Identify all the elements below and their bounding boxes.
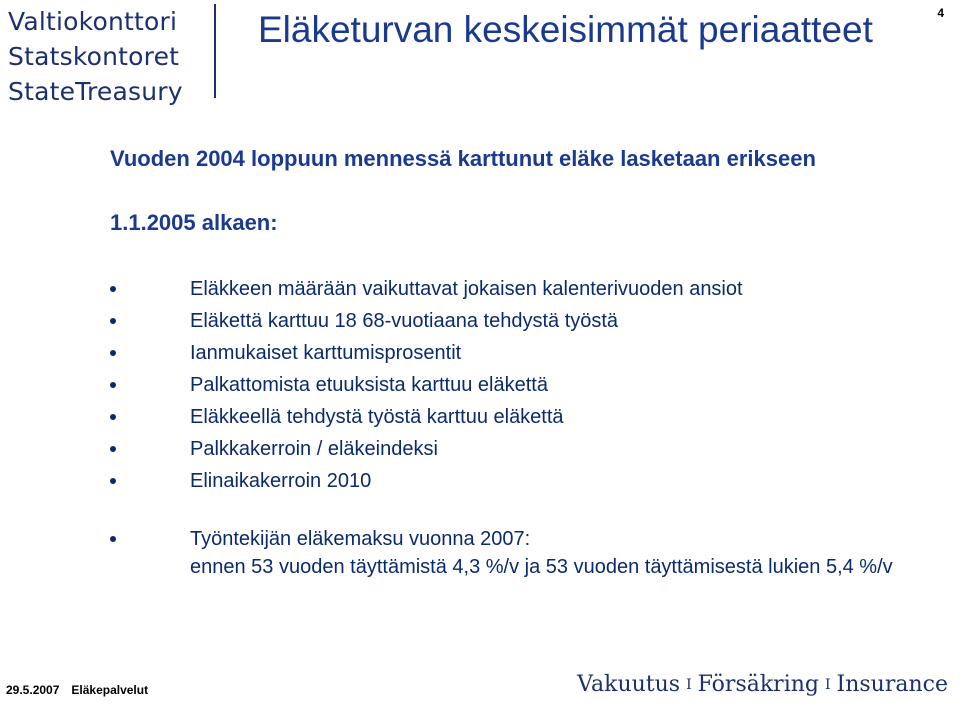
bullet-text: Elinaikakerroin 2010 <box>190 470 372 492</box>
bullet-item <box>110 337 950 369</box>
footer <box>6 683 160 697</box>
footer-department: Eläkepalvelut <box>71 683 149 697</box>
brand-separator: I <box>825 677 831 693</box>
bullet-item <box>110 369 950 401</box>
bullet-item <box>110 305 950 337</box>
bullet-item <box>110 401 950 433</box>
logo-line-fi: Valtiokonttori <box>8 7 178 36</box>
bullet-dot-icon <box>110 318 116 324</box>
brand-word-fi: Vakuutus <box>577 672 681 697</box>
subheading-line-2: 1.1.2005 alkaen: <box>110 210 278 235</box>
bullet-item <box>110 433 950 465</box>
brand-wordmark <box>577 672 948 697</box>
bullet-dot-icon <box>110 536 116 542</box>
bullet-dot-icon <box>110 414 116 420</box>
brand-separator: I <box>686 677 692 693</box>
bullet-dot-icon <box>110 350 116 356</box>
bullet-list <box>110 273 950 580</box>
logo-line-sv: Statskontoret <box>8 42 180 71</box>
bullet-dot-icon <box>110 446 116 452</box>
bullet-dot-icon <box>110 286 116 292</box>
logo-divider <box>214 4 216 98</box>
bullet-text: Eläkkeellä tehdystä työstä karttuu eläkettä <box>190 406 564 428</box>
footer-date: 29.5.2007 <box>6 683 60 697</box>
bullet-text: Palkattomista etuuksista karttuu eläkettä <box>190 374 548 396</box>
slide-subheading <box>110 144 950 238</box>
bullet-item <box>110 273 950 305</box>
brand-word-en: Insurance <box>836 672 948 697</box>
bullet-dot-icon <box>110 478 116 484</box>
subheading-line-1: Vuoden 2004 loppuun mennessä karttunut eläke lasketaan erikseen <box>110 146 816 171</box>
bullet-text: Eläkkeen määrään vaikuttavat jokaisen kalenterivuoden ansiot <box>190 278 743 300</box>
bullet-text: Eläkettä karttuu 18 68-vuotiaana tehdystä työstä <box>190 310 619 332</box>
slide-title: Eläketurvan keskeisimmät periaatteet <box>258 9 873 50</box>
bullet-item <box>110 465 950 497</box>
bullet-text: Palkkakerroin / eläkeindeksi <box>190 438 438 460</box>
bullet-text-detail: ennen 53 vuoden täyttämistä 4,3 %/v ja 53 vuoden täyttämisestä lukien 5,4 %/v <box>190 556 893 578</box>
page-number: 4 <box>937 6 944 20</box>
bullet-dot-icon <box>110 382 116 388</box>
brand-word-sv: Försäkring <box>697 672 819 697</box>
bullet-text: Ianmukaiset karttumisprosentit <box>190 342 462 364</box>
logo-line-en: StateTreasury <box>8 77 183 106</box>
bullet-item-contribution <box>110 523 950 580</box>
bullet-text: Työntekijän eläkemaksu vuonna 2007: <box>190 528 531 550</box>
state-treasury-logo <box>8 4 183 109</box>
